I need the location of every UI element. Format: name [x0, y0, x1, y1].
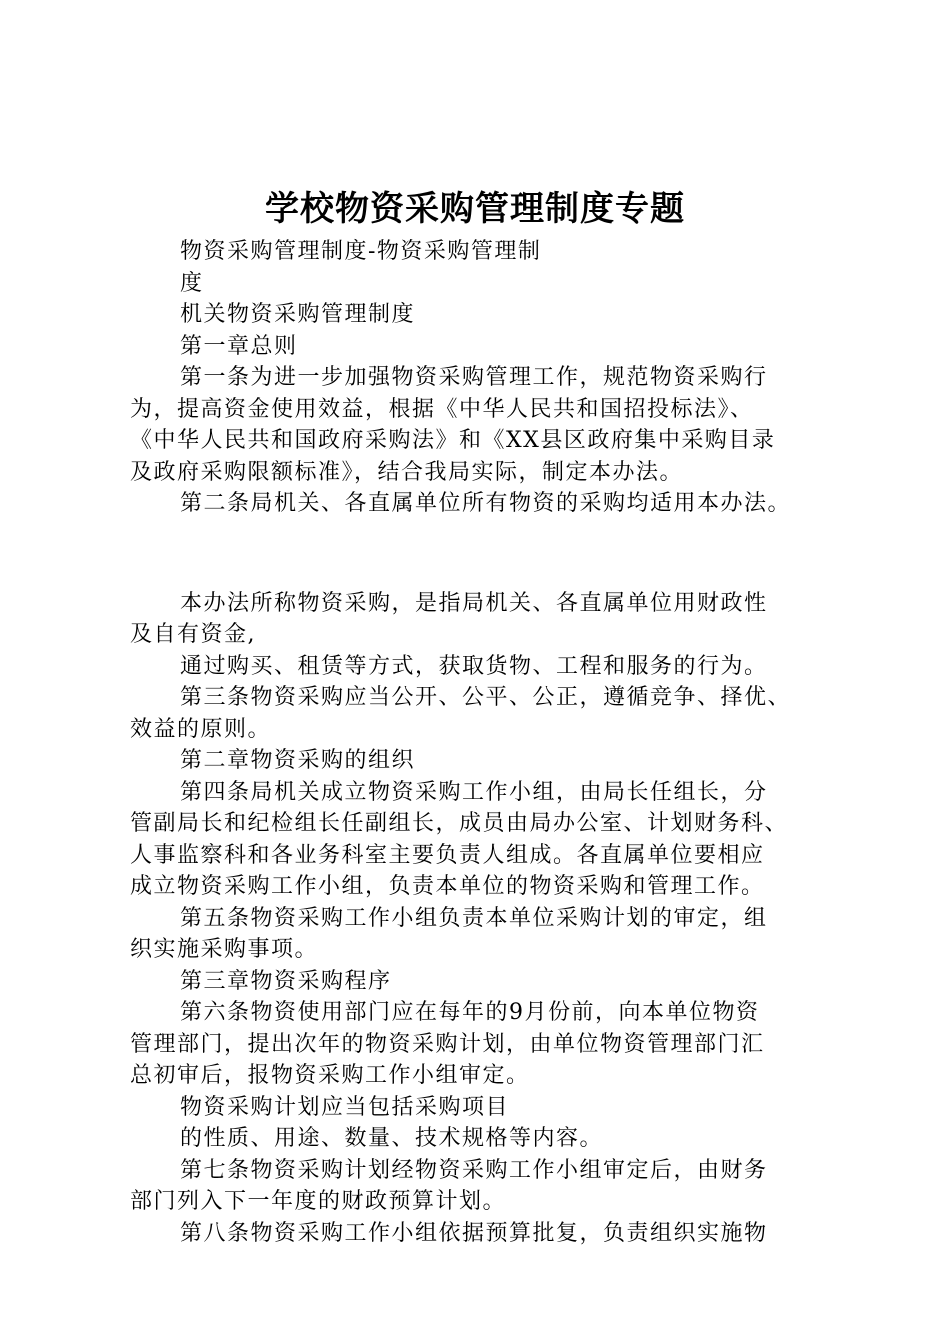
text-line: 第八条物资采购工作小组依据预算批复，负责组织实施物 [180, 1220, 768, 1246]
text-line: 及自有资金, [130, 622, 256, 647]
paragraph-spacer [130, 542, 840, 566]
text-line: 管副局长和纪检组长任副组长，成员由局办公室、计划财务科、 [130, 811, 789, 836]
text-line: 通过购买、租赁等方式，获取货物、工程和服务的行为。 [180, 653, 768, 679]
text-line: 第七条物资采购计划经物资采购工作小组审定后，由财务 [180, 1157, 768, 1183]
document-body [130, 236, 840, 1249]
text-line: 第二条局机关、各直属单位所有物资的采购均适用本办法。 [180, 491, 792, 516]
text-line: 物资采购管理制度-物资采购管理制 [180, 239, 542, 264]
text-line: 的性质、用途、数量、技术规格等内容。 [180, 1126, 604, 1151]
text-line: 部门列入下一年度的财政预算计划。 [130, 1189, 507, 1214]
text-line: 第三条物资采购应当公开、公平、公正，遵循竞争、择优、 [180, 685, 792, 710]
text-line: 第一条为进一步加强物资采购管理工作，规范物资采购行 [180, 365, 768, 390]
text-line: 织实施采购事项。 [130, 937, 319, 962]
text-line: 第二章物资采购的组织 [180, 748, 416, 773]
text-line: 第四条局机关成立物资采购工作小组，由局长任组长，分 [180, 779, 768, 805]
text-line: 物资采购计划应当包括采购项目 [180, 1094, 510, 1120]
text-line: 机关物资采购管理制度 [180, 302, 416, 327]
text-line: 《中华人民共和国政府采购法》和《XX县区政府集中采购目录 [130, 428, 776, 453]
text-line: 第三章物资采购程序 [180, 968, 392, 994]
text-line: 第一章总则 [180, 333, 298, 359]
text-line: 成立物资采购工作小组，负责本单位的物资采购和管理工作。 [130, 874, 765, 899]
text-line: 第六条物资使用部门应在每年的9月份前，向本单位物资 [180, 1000, 760, 1025]
text-line: 人事监察科和各业务科室主要负责人组成。各直属单位要相应 [130, 842, 765, 868]
text-line: 本办法所称物资采购，是指局机关、各直属单位用财政性 [180, 590, 768, 616]
text-line: 管理部门，提出次年的物资采购计划，由单位物资管理部门汇 [130, 1031, 765, 1057]
text-line: 为，提高资金使用效益，根据《中华人民共和国招投标法》、 [130, 396, 754, 422]
text-line: 度 [180, 270, 204, 296]
text-line: 总初审后，报物资采购工作小组审定。 [130, 1063, 530, 1088]
text-line: 第五条物资采购工作小组负责本单位采购计划的审定，组 [180, 905, 768, 931]
text-line: 及政府采购限额标准》，结合我局实际，制定本办法。 [130, 459, 684, 485]
text-line: 效益的原则。 [130, 716, 272, 742]
document-title: 学校物资采购管理制度专题 [265, 189, 685, 229]
